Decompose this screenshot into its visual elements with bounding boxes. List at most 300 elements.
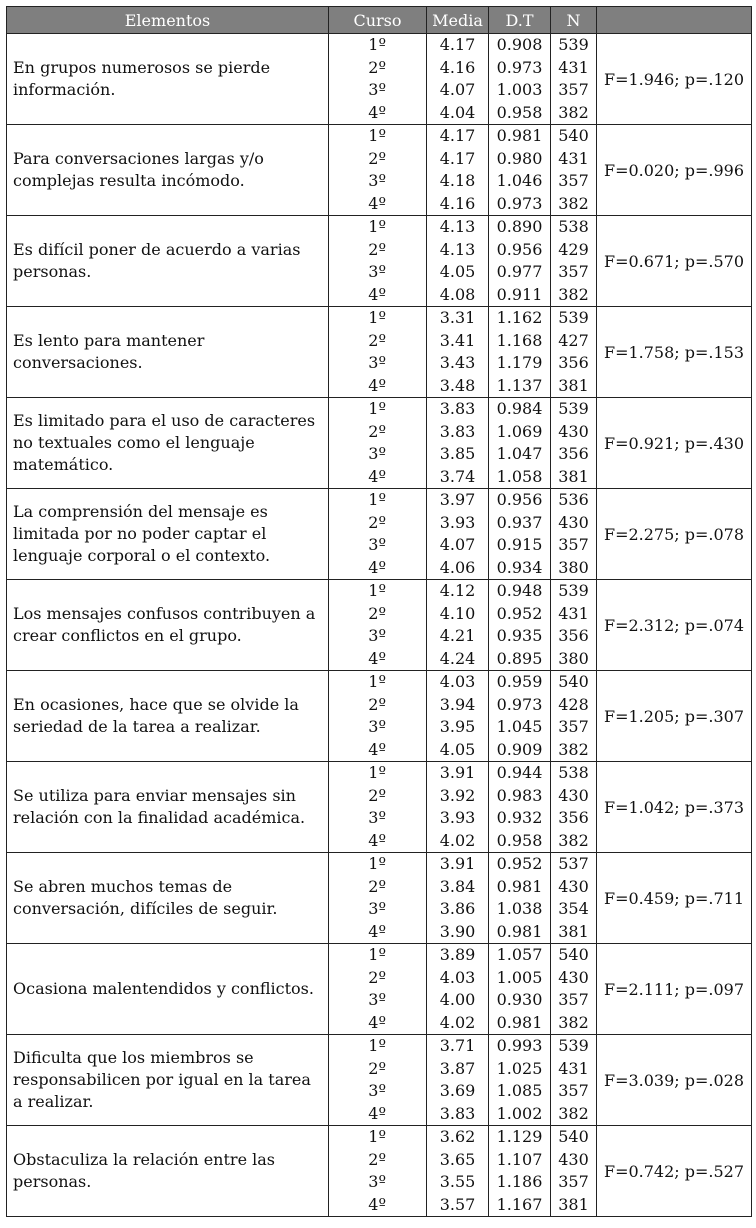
dt-value: 0.958 <box>496 102 543 122</box>
media-cell <box>427 944 489 1035</box>
curso-value: 3º <box>368 535 386 554</box>
n-cell <box>551 489 597 580</box>
media-value: 3.94 <box>439 694 476 714</box>
n-value: 382 <box>558 284 589 304</box>
curso-cell <box>329 1126 427 1217</box>
curso-value: 1º <box>368 763 386 782</box>
dt-value: 0.983 <box>496 785 543 805</box>
dt-cell <box>489 853 551 944</box>
dt-value: 1.038 <box>496 899 543 918</box>
table-row <box>7 580 752 671</box>
dt-value: 1.005 <box>496 967 543 987</box>
dt-cell <box>489 307 551 398</box>
curso-value: 2º <box>368 603 386 623</box>
n-value: 382 <box>558 193 589 213</box>
dt-value: 0.973 <box>496 57 543 77</box>
f-test-result: F=1.205; p=.307 <box>597 671 752 762</box>
n-value: 380 <box>558 648 589 668</box>
curso-cell <box>329 853 427 944</box>
f-test-result: F=3.039; p=.028 <box>597 1035 752 1126</box>
f-test-result: F=0.671; p=.570 <box>597 216 752 307</box>
dt-value: 0.981 <box>496 921 543 941</box>
curso-value: 1º <box>368 126 386 145</box>
dt-value: 1.167 <box>496 1194 543 1214</box>
item-text: Es lento para mantener conversaciones. <box>7 307 329 398</box>
media-cell <box>427 34 489 125</box>
media-value: 3.87 <box>439 1058 476 1078</box>
header-media: Media <box>427 7 489 34</box>
media-cell <box>427 125 489 216</box>
curso-value: 3º <box>368 899 386 918</box>
curso-value: 4º <box>368 557 386 577</box>
dt-cell <box>489 398 551 489</box>
f-test-result: F=1.758; p=.153 <box>597 307 752 398</box>
curso-cell <box>329 671 427 762</box>
media-value: 4.08 <box>439 284 476 304</box>
table-row <box>7 398 752 489</box>
dt-value: 0.952 <box>496 854 543 873</box>
media-value: 3.55 <box>439 1172 476 1191</box>
curso-value: 1º <box>368 854 386 873</box>
curso-value: 2º <box>368 421 386 441</box>
n-value: 357 <box>558 717 589 736</box>
table-row <box>7 34 752 125</box>
curso-value: 3º <box>368 626 386 645</box>
dt-value: 1.162 <box>496 308 543 327</box>
curso-value: 1º <box>368 490 386 509</box>
dt-value: 0.911 <box>496 284 543 304</box>
item-text: Dificulta que los miembros se responsabilicen por igual en la tarea a realizar. <box>7 1035 329 1126</box>
n-value: 538 <box>558 217 589 236</box>
curso-value: 2º <box>368 967 386 987</box>
n-value: 382 <box>558 1012 589 1032</box>
n-cell <box>551 1035 597 1126</box>
table-row <box>7 307 752 398</box>
dt-value: 1.046 <box>496 171 543 190</box>
n-cell <box>551 307 597 398</box>
dt-cell <box>489 125 551 216</box>
media-value: 4.13 <box>439 217 476 236</box>
curso-value: 4º <box>368 830 386 850</box>
dt-value: 0.981 <box>496 1012 543 1032</box>
n-value: 431 <box>558 57 589 77</box>
item-text: Ocasiona malentendidos y conflictos. <box>7 944 329 1035</box>
n-value: 539 <box>558 1036 589 1055</box>
n-value: 357 <box>558 535 589 554</box>
curso-value: 3º <box>368 171 386 190</box>
media-value: 3.65 <box>439 1149 476 1169</box>
curso-value: 2º <box>368 785 386 805</box>
dt-value: 0.956 <box>496 490 543 509</box>
media-value: 3.74 <box>439 466 476 486</box>
dt-value: 0.908 <box>496 35 543 54</box>
item-text: En ocasiones, hace que se olvide la seriedad de la tarea a realizar. <box>7 671 329 762</box>
dt-value: 1.129 <box>496 1127 543 1146</box>
dt-value: 0.977 <box>496 262 543 281</box>
media-value: 3.90 <box>439 921 476 941</box>
n-cell <box>551 34 597 125</box>
media-value: 3.83 <box>439 399 476 418</box>
media-value: 4.05 <box>439 739 476 759</box>
media-value: 4.24 <box>439 648 476 668</box>
curso-value: 2º <box>368 694 386 714</box>
dt-value: 0.959 <box>496 672 543 691</box>
media-value: 3.95 <box>439 717 476 736</box>
table-row <box>7 1035 752 1126</box>
n-value: 538 <box>558 763 589 782</box>
dt-value: 0.958 <box>496 830 543 850</box>
dt-value: 1.186 <box>496 1172 543 1191</box>
media-value: 3.57 <box>439 1194 476 1214</box>
dt-value: 1.168 <box>496 330 543 350</box>
dt-cell <box>489 34 551 125</box>
dt-value: 0.981 <box>496 126 543 145</box>
n-cell <box>551 125 597 216</box>
media-value: 3.86 <box>439 899 476 918</box>
n-value: 357 <box>558 990 589 1009</box>
dt-value: 1.085 <box>496 1081 543 1100</box>
n-value: 539 <box>558 35 589 54</box>
n-value: 430 <box>558 967 589 987</box>
curso-value: 4º <box>368 1194 386 1214</box>
dt-value: 0.915 <box>496 535 543 554</box>
item-text: Los mensajes confusos contribuyen a crear conflictos en el grupo. <box>7 580 329 671</box>
media-value: 4.17 <box>439 35 476 54</box>
media-cell <box>427 216 489 307</box>
f-test-result: F=2.275; p=.078 <box>597 489 752 580</box>
table-row <box>7 489 752 580</box>
dt-value: 0.895 <box>496 648 543 668</box>
dt-cell <box>489 216 551 307</box>
curso-value: 4º <box>368 739 386 759</box>
curso-value: 4º <box>368 102 386 122</box>
media-value: 3.71 <box>439 1036 476 1055</box>
dt-value: 0.948 <box>496 581 543 600</box>
n-value: 540 <box>558 672 589 691</box>
n-value: 357 <box>558 1081 589 1100</box>
media-value: 3.69 <box>439 1081 476 1100</box>
curso-value: 4º <box>368 466 386 486</box>
curso-value: 4º <box>368 921 386 941</box>
curso-value: 2º <box>368 1149 386 1169</box>
media-cell <box>427 853 489 944</box>
n-value: 539 <box>558 399 589 418</box>
dt-value: 1.107 <box>496 1149 543 1169</box>
media-value: 3.43 <box>439 353 476 372</box>
media-value: 3.91 <box>439 854 476 873</box>
n-value: 356 <box>558 353 589 372</box>
dt-value: 0.934 <box>496 557 543 577</box>
media-value: 3.91 <box>439 763 476 782</box>
dt-value: 0.981 <box>496 876 543 896</box>
curso-value: 4º <box>368 375 386 395</box>
n-value: 357 <box>558 80 589 99</box>
header-curso: Curso <box>329 7 427 34</box>
curso-cell <box>329 489 427 580</box>
media-value: 3.84 <box>439 876 476 896</box>
curso-value: 3º <box>368 262 386 281</box>
n-value: 540 <box>558 945 589 964</box>
media-value: 4.13 <box>439 239 476 259</box>
curso-value: 1º <box>368 945 386 964</box>
n-cell <box>551 1126 597 1217</box>
n-value: 356 <box>558 444 589 463</box>
media-value: 4.06 <box>439 557 476 577</box>
curso-value: 1º <box>368 581 386 600</box>
table-row <box>7 762 752 853</box>
curso-value: 4º <box>368 284 386 304</box>
results-table <box>6 6 752 1217</box>
dt-value: 0.984 <box>496 399 543 418</box>
table-row <box>7 853 752 944</box>
dt-value: 1.137 <box>496 375 543 395</box>
curso-value: 3º <box>368 1172 386 1191</box>
n-value: 431 <box>558 148 589 168</box>
curso-value: 1º <box>368 1036 386 1055</box>
n-value: 537 <box>558 854 589 873</box>
n-cell <box>551 944 597 1035</box>
dt-value: 1.069 <box>496 421 543 441</box>
media-value: 4.21 <box>439 626 476 645</box>
table-row <box>7 1126 752 1217</box>
item-text: La comprensión del mensaje es limitada por no poder captar el lenguaje corporal o el contexto. <box>7 489 329 580</box>
media-value: 4.05 <box>439 262 476 281</box>
n-value: 430 <box>558 421 589 441</box>
media-cell <box>427 671 489 762</box>
n-value: 382 <box>558 739 589 759</box>
f-test-result: F=2.312; p=.074 <box>597 580 752 671</box>
media-value: 3.93 <box>439 808 476 827</box>
curso-cell <box>329 398 427 489</box>
table-header <box>7 7 752 34</box>
curso-value: 2º <box>368 239 386 259</box>
curso-value: 4º <box>368 1103 386 1123</box>
curso-value: 3º <box>368 808 386 827</box>
n-value: 430 <box>558 512 589 532</box>
media-value: 4.17 <box>439 148 476 168</box>
dt-value: 0.930 <box>496 990 543 1009</box>
curso-value: 2º <box>368 876 386 896</box>
dt-value: 0.944 <box>496 763 543 782</box>
media-value: 3.93 <box>439 512 476 532</box>
n-value: 381 <box>558 466 589 486</box>
curso-value: 3º <box>368 990 386 1009</box>
item-text: Se abren muchos temas de conversación, difíciles de seguir. <box>7 853 329 944</box>
dt-cell <box>489 762 551 853</box>
media-value: 4.04 <box>439 102 476 122</box>
dt-value: 0.909 <box>496 739 543 759</box>
header-stat <box>597 7 752 34</box>
item-text: Obstaculiza la relación entre las personas. <box>7 1126 329 1217</box>
media-value: 3.97 <box>439 490 476 509</box>
n-value: 430 <box>558 876 589 896</box>
curso-value: 3º <box>368 444 386 463</box>
dt-value: 0.993 <box>496 1036 543 1055</box>
curso-value: 3º <box>368 353 386 372</box>
media-value: 4.17 <box>439 126 476 145</box>
media-value: 3.48 <box>439 375 476 395</box>
f-test-result: F=0.459; p=.711 <box>597 853 752 944</box>
n-value: 431 <box>558 1058 589 1078</box>
media-cell <box>427 307 489 398</box>
n-value: 382 <box>558 102 589 122</box>
item-text: Es limitado para el uso de caracteres no textuales como el lenguaje matemático. <box>7 398 329 489</box>
media-value: 3.85 <box>439 444 476 463</box>
table-body <box>7 34 752 1217</box>
dt-value: 1.025 <box>496 1058 543 1078</box>
media-value: 3.41 <box>439 330 476 350</box>
n-cell <box>551 398 597 489</box>
dt-value: 1.003 <box>496 80 543 99</box>
media-value: 4.16 <box>439 57 476 77</box>
media-value: 4.16 <box>439 193 476 213</box>
table-row <box>7 216 752 307</box>
f-test-result: F=1.946; p=.120 <box>597 34 752 125</box>
table-row <box>7 671 752 762</box>
curso-value: 2º <box>368 1058 386 1078</box>
dt-value: 0.937 <box>496 512 543 532</box>
n-value: 380 <box>558 557 589 577</box>
n-value: 430 <box>558 785 589 805</box>
header-dt: D.T <box>489 7 551 34</box>
curso-value: 3º <box>368 1081 386 1100</box>
media-value: 4.02 <box>439 830 476 850</box>
n-value: 539 <box>558 581 589 600</box>
curso-value: 4º <box>368 193 386 213</box>
curso-cell <box>329 34 427 125</box>
n-cell <box>551 671 597 762</box>
dt-value: 1.047 <box>496 444 543 463</box>
dt-value: 0.935 <box>496 626 543 645</box>
curso-value: 1º <box>368 672 386 691</box>
curso-value: 1º <box>368 399 386 418</box>
media-value: 4.03 <box>439 672 476 691</box>
curso-cell <box>329 762 427 853</box>
item-text: Se utiliza para enviar mensajes sin relación con la finalidad académica. <box>7 762 329 853</box>
n-value: 427 <box>558 330 589 350</box>
media-value: 4.00 <box>439 990 476 1009</box>
n-value: 357 <box>558 262 589 281</box>
n-value: 382 <box>558 830 589 850</box>
curso-value: 3º <box>368 717 386 736</box>
curso-cell <box>329 125 427 216</box>
n-value: 428 <box>558 694 589 714</box>
dt-cell <box>489 944 551 1035</box>
n-value: 536 <box>558 490 589 509</box>
dt-cell <box>489 671 551 762</box>
n-value: 429 <box>558 239 589 259</box>
dt-cell <box>489 1126 551 1217</box>
dt-value: 0.973 <box>496 193 543 213</box>
curso-value: 2º <box>368 512 386 532</box>
table-row <box>7 125 752 216</box>
dt-cell <box>489 580 551 671</box>
n-value: 354 <box>558 899 589 918</box>
curso-cell <box>329 216 427 307</box>
curso-cell <box>329 307 427 398</box>
curso-value: 1º <box>368 1127 386 1146</box>
n-value: 431 <box>558 603 589 623</box>
f-test-result: F=2.111; p=.097 <box>597 944 752 1035</box>
media-value: 4.07 <box>439 80 476 99</box>
dt-cell <box>489 489 551 580</box>
curso-value: 2º <box>368 57 386 77</box>
table-row <box>7 944 752 1035</box>
item-text: En grupos numerosos se pierde información. <box>7 34 329 125</box>
dt-value: 0.980 <box>496 148 543 168</box>
curso-value: 3º <box>368 80 386 99</box>
curso-value: 1º <box>368 308 386 327</box>
media-cell <box>427 580 489 671</box>
n-cell <box>551 580 597 671</box>
n-cell <box>551 762 597 853</box>
header-elementos: Elementos <box>7 7 329 34</box>
media-cell <box>427 1126 489 1217</box>
f-test-result: F=0.020; p=.996 <box>597 125 752 216</box>
curso-value: 2º <box>368 148 386 168</box>
media-cell <box>427 762 489 853</box>
header-n: N <box>551 7 597 34</box>
n-cell <box>551 216 597 307</box>
n-value: 382 <box>558 1103 589 1123</box>
dt-value: 1.045 <box>496 717 543 736</box>
n-value: 357 <box>558 171 589 190</box>
media-cell <box>427 1035 489 1126</box>
curso-value: 2º <box>368 330 386 350</box>
media-value: 4.03 <box>439 967 476 987</box>
n-value: 381 <box>558 1194 589 1214</box>
media-cell <box>427 489 489 580</box>
dt-value: 0.973 <box>496 694 543 714</box>
curso-cell <box>329 580 427 671</box>
dt-value: 0.932 <box>496 808 543 827</box>
media-value: 3.83 <box>439 421 476 441</box>
curso-value: 1º <box>368 35 386 54</box>
curso-cell <box>329 944 427 1035</box>
dt-value: 0.952 <box>496 603 543 623</box>
n-value: 357 <box>558 1172 589 1191</box>
curso-value: 4º <box>368 648 386 668</box>
dt-value: 0.890 <box>496 217 543 236</box>
f-test-result: F=1.042; p=.373 <box>597 762 752 853</box>
n-value: 540 <box>558 1127 589 1146</box>
media-value: 4.07 <box>439 535 476 554</box>
media-value: 3.31 <box>439 308 476 327</box>
curso-cell <box>329 1035 427 1126</box>
media-value: 4.02 <box>439 1012 476 1032</box>
curso-value: 1º <box>368 217 386 236</box>
n-value: 381 <box>558 375 589 395</box>
n-value: 539 <box>558 308 589 327</box>
n-value: 356 <box>558 626 589 645</box>
media-cell <box>427 398 489 489</box>
item-text: Es difícil poner de acuerdo a varias personas. <box>7 216 329 307</box>
n-value: 430 <box>558 1149 589 1169</box>
dt-value: 0.956 <box>496 239 543 259</box>
item-text: Para conversaciones largas y/o complejas resulta incómodo. <box>7 125 329 216</box>
media-value: 3.89 <box>439 945 476 964</box>
media-value: 4.18 <box>439 171 476 190</box>
f-test-result: F=0.921; p=.430 <box>597 398 752 489</box>
dt-value: 1.057 <box>496 945 543 964</box>
dt-value: 1.058 <box>496 466 543 486</box>
n-value: 540 <box>558 126 589 145</box>
dt-value: 1.002 <box>496 1103 543 1123</box>
media-value: 3.92 <box>439 785 476 805</box>
n-cell <box>551 853 597 944</box>
media-value: 3.83 <box>439 1103 476 1123</box>
dt-cell <box>489 1035 551 1126</box>
